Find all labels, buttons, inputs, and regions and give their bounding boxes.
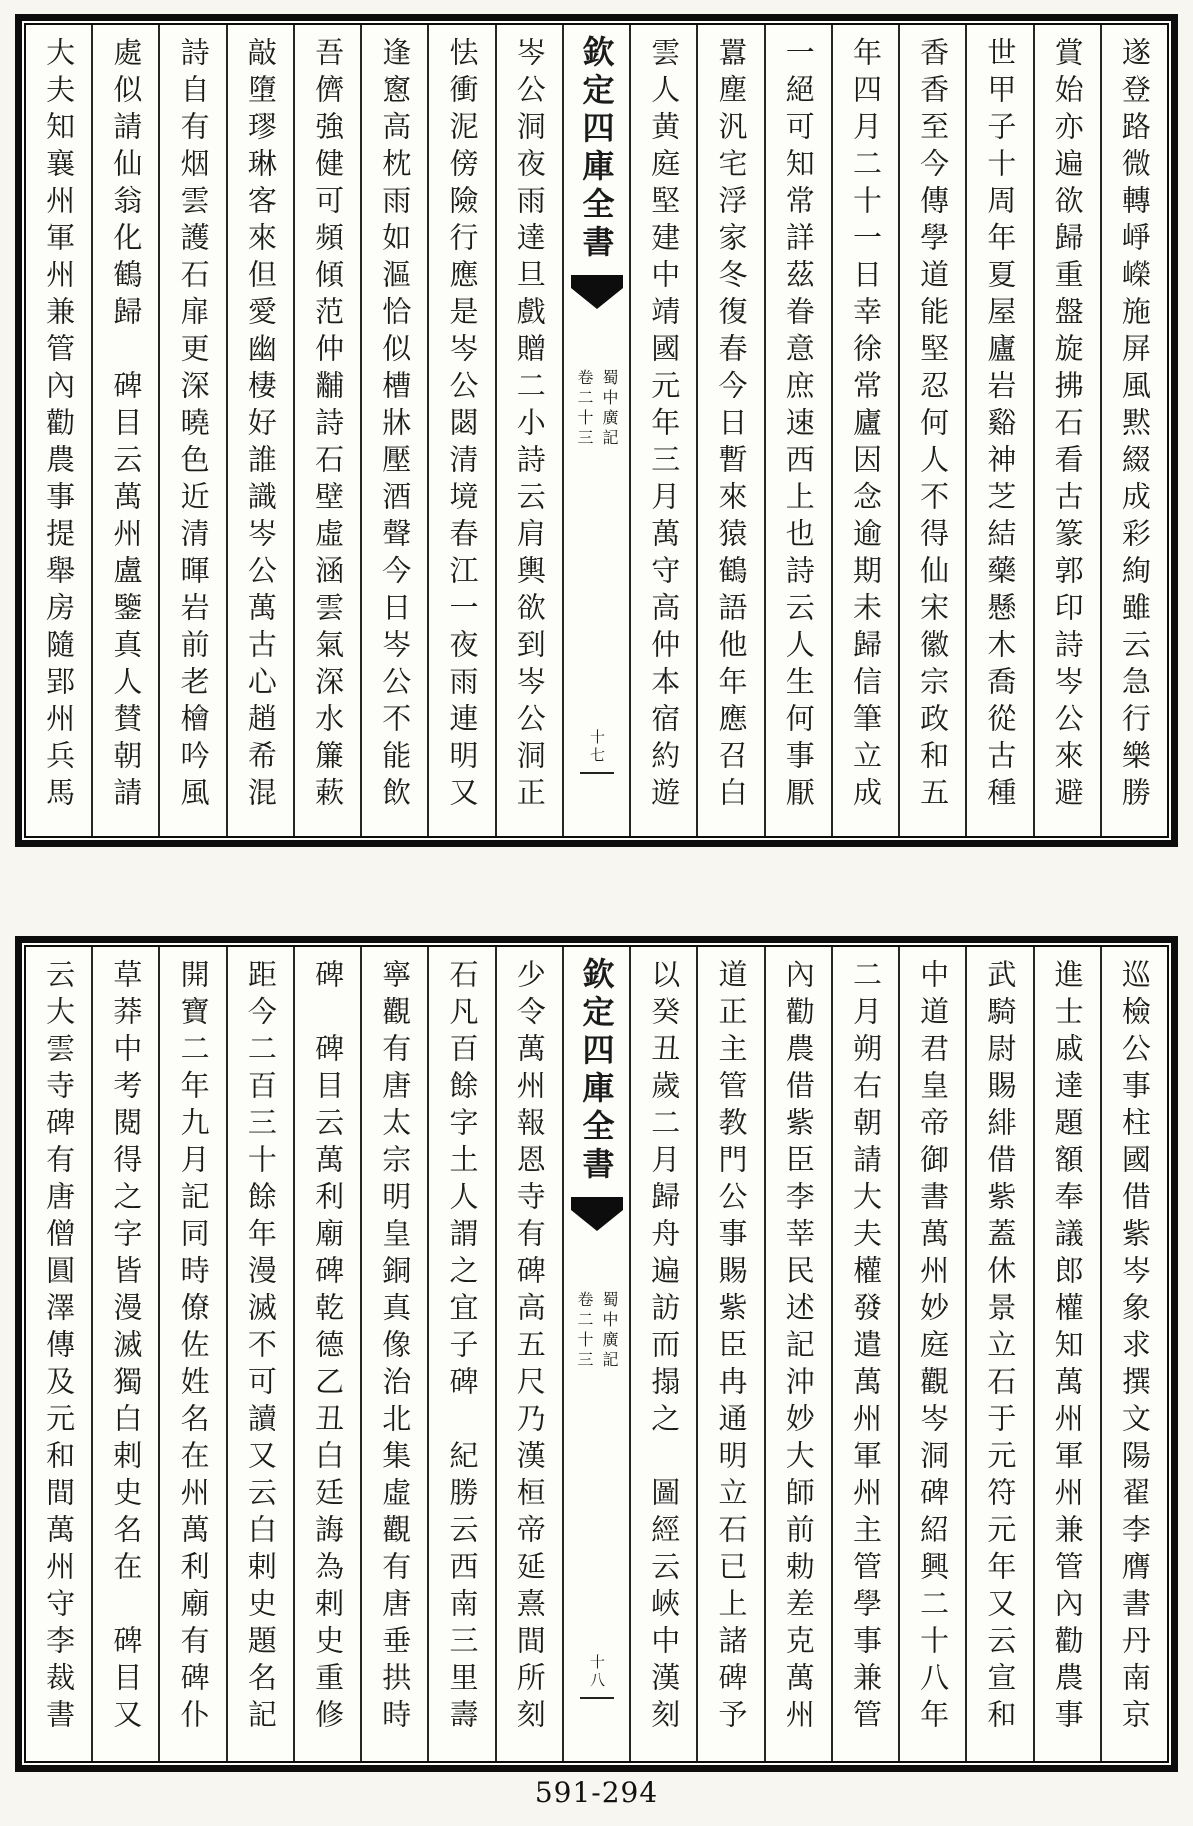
- text-column: [497, 25, 564, 836]
- text-column: [698, 947, 765, 1761]
- text-column: [93, 25, 160, 836]
- column-text: 雲人黄庭堅建中靖國元年三月萬守高仲本宿約遊: [647, 37, 682, 814]
- text-column: [160, 25, 227, 836]
- column-text: 年四月二十一日幸徐常廬因念逾期未歸信筆立成: [848, 37, 883, 814]
- text-column: [900, 25, 967, 836]
- column-text: 內勸農借紫臣李莘民述記沖妙大師前勅差克萬州: [781, 959, 816, 1736]
- column-text: 以癸丑歲二月歸舟遍訪而搨之 圖經云峽中漢刻: [647, 959, 682, 1736]
- text-column: [766, 25, 833, 836]
- text-column: [833, 25, 900, 836]
- banxin-subtitles: [576, 1291, 617, 1371]
- text-column: [497, 947, 564, 1761]
- series-title: 欽定四庫全書: [577, 35, 616, 263]
- page-number: 591-294: [534, 1776, 659, 1809]
- column-text: 寧觀有唐太宗明皇銅真像治北集虛觀有唐垂拱時: [378, 959, 413, 1736]
- column-text: 逢窻高枕雨如漚恰似槽牀壓酒聲今日岑公不能飲: [378, 37, 413, 814]
- leaf-number: 十八: [588, 1654, 606, 1690]
- column-text: 一絕可知常詳茲眷意庶速西上也詩云人生何事厭: [781, 37, 816, 814]
- column-text: 遂登路微轉崢嶸施屏風黙綴成彩絢雖云急行樂勝: [1117, 37, 1152, 814]
- bottom-page-block: [15, 936, 1178, 1772]
- column-text: 詩自有烟雲護石扉更深曉色近清暉岩前老檜吟風: [176, 37, 211, 814]
- book-title: 蜀中廣記: [600, 1291, 619, 1371]
- column-text: 草莽中考閱得之字皆漫滅獨白剌史名在 碑目又: [109, 959, 144, 1736]
- column-text: 世甲子十周年夏屋廬岩谿神芝結藥懸木喬從古種: [983, 37, 1018, 814]
- text-column: [228, 25, 295, 836]
- chapter-label: 卷二十三: [575, 369, 594, 449]
- text-column: [295, 25, 362, 836]
- text-column: [26, 947, 93, 1761]
- fishtail-ornament-icon: [571, 1197, 623, 1237]
- leaf-number: 十七: [588, 729, 606, 765]
- column-text: 碑 碑目云萬利廟碑乾德乙丑白廷誨為剌史重修: [311, 959, 346, 1736]
- text-column: [698, 25, 765, 836]
- column-text: 開寶二年九月記同時僚佐姓名在州萬利廟有碑仆: [176, 959, 211, 1736]
- column-text: 大夫知襄州軍州兼管內勸農事提舉房隨郢州兵馬: [42, 37, 77, 814]
- column-text: 怯衝泥傍險行應是岑公閟清境春江一夜雨連明又: [445, 37, 480, 814]
- text-column: [631, 947, 698, 1761]
- column-text: 進士戚達題額奉議郎權知萬州軍州兼管內勸農事: [1050, 959, 1085, 1736]
- column-text: 石凡百餘字土人謂之宜子碑 紀勝云西南三里壽: [445, 959, 480, 1736]
- column-text: 巡檢公事柱國借紫岑象求撰文陽翟李膺書丹南京: [1117, 959, 1152, 1736]
- title-column: [564, 947, 631, 1761]
- book-title: 蜀中廣記: [600, 369, 619, 449]
- column-text: 香香至今傳學道能堅忍何人不得仙宋徽宗政和五: [916, 37, 951, 814]
- column-text: 云大雲寺碑有唐僧圓澤傳及元和間萬州守李裁書: [42, 959, 77, 1736]
- text-column: [1035, 25, 1102, 836]
- leaf-rule: [580, 772, 614, 774]
- column-text: 囂塵汎宅浮家冬復春今日暫來猿鶴語他年應召白: [714, 37, 749, 814]
- column-text: 敲墮璆琳客來但愛幽棲好誰識岑公萬古心趙希混: [243, 37, 278, 814]
- banxin-subtitles: [576, 369, 617, 449]
- top-page-frame: [24, 23, 1169, 838]
- title-column: [564, 25, 631, 836]
- column-text: 處似請仙翁化鶴歸 碑目云萬州盧鑒真人賛朝請: [109, 37, 144, 814]
- top-page-block: [15, 14, 1178, 847]
- text-column: [362, 25, 429, 836]
- column-text: 道正主管教門公事賜紫臣冉通明立石已上諸碑予: [714, 959, 749, 1736]
- text-column: [93, 947, 160, 1761]
- text-column: [295, 947, 362, 1761]
- text-column: [1102, 947, 1167, 1761]
- text-column: [1035, 947, 1102, 1761]
- text-column: [429, 947, 496, 1761]
- text-column: [26, 25, 93, 836]
- text-column: [900, 947, 967, 1761]
- column-text: 二月朔右朝請大夫權發遣萬州軍州主管學事兼管: [848, 959, 883, 1736]
- leaf-number-wrap: [580, 729, 614, 774]
- leaf-number-wrap: [580, 1654, 614, 1699]
- fishtail-ornament-icon: [571, 275, 623, 315]
- text-column: [967, 947, 1034, 1761]
- text-column: [228, 947, 295, 1761]
- text-column: [967, 25, 1034, 836]
- column-text: 少令萬州報恩寺有碑高五尺乃漢桓帝延熹間所刻: [512, 959, 547, 1736]
- column-text: 賞始亦遍欲歸重盤旋拂石看古篆郭印詩岑公來避: [1050, 37, 1085, 814]
- text-column: [160, 947, 227, 1761]
- text-column: [1102, 25, 1167, 836]
- column-text: 武騎尉賜緋借紫蓋休景立石于元符元年又云宣和: [983, 959, 1018, 1736]
- column-text: 岑公洞夜雨達旦戲贈二小詩云肩輿欲到岑公洞正: [512, 37, 547, 814]
- column-text: 吾儕強健可頻傾范仲黼詩石壁虛涵雲氣深水簾蔌: [311, 37, 346, 814]
- leaf-rule: [580, 1697, 614, 1699]
- series-title: 欽定四庫全書: [577, 957, 616, 1185]
- column-text: 中道君皇帝御書萬州妙庭觀岑洞碑紹興二十八年: [916, 959, 951, 1736]
- text-column: [429, 25, 496, 836]
- bottom-page-frame: [24, 945, 1169, 1763]
- text-column: [833, 947, 900, 1761]
- text-column: [631, 25, 698, 836]
- text-column: [362, 947, 429, 1761]
- chapter-label: 卷二十三: [575, 1291, 594, 1371]
- text-column: [766, 947, 833, 1761]
- column-text: 距今二百三十餘年漫滅不可讀又云白剌史題名記: [243, 959, 278, 1736]
